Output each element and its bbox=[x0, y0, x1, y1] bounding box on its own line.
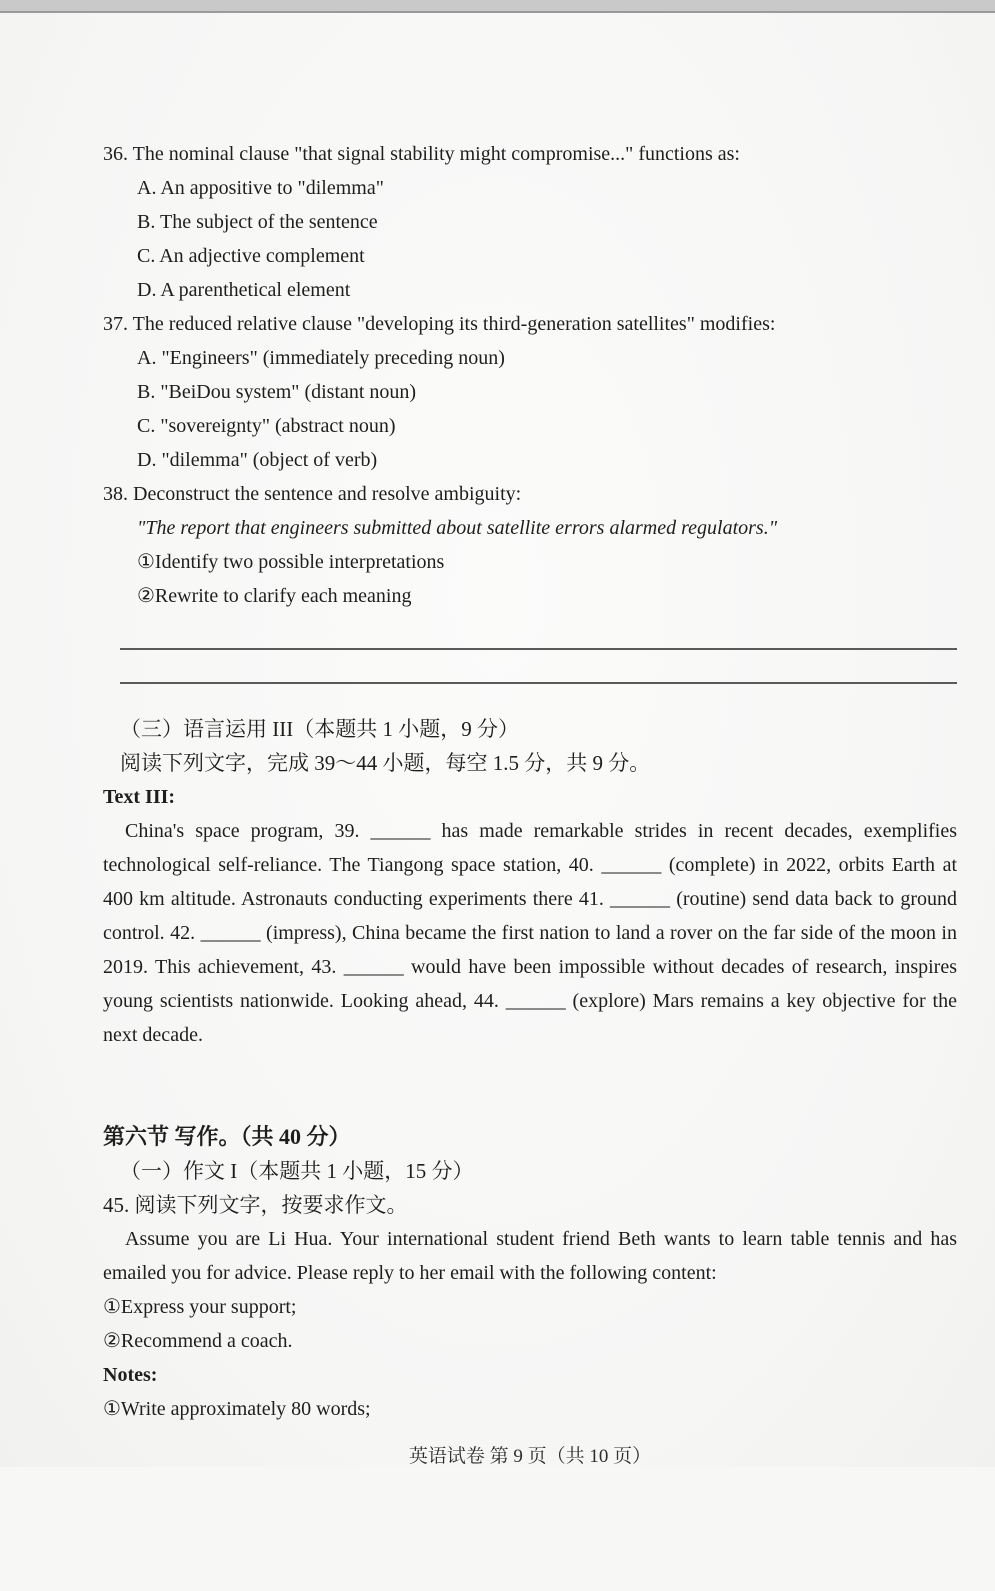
question-36 bbox=[103, 137, 957, 307]
answer-line-1 bbox=[120, 648, 957, 650]
writing-item-1: ①Express your support; bbox=[103, 1296, 297, 1318]
question-36-stem: 36. The nominal clause "that signal stability might compromise..." functions as: bbox=[103, 143, 740, 165]
question-37 bbox=[103, 307, 957, 477]
question-38 bbox=[103, 477, 957, 613]
question-36-option-c: C. An adjective complement bbox=[137, 245, 365, 267]
question-37-option-a: A. "Engineers" (immediately preceding noun) bbox=[137, 347, 505, 369]
question-38-task-2: ②Rewrite to clarify each meaning bbox=[137, 585, 412, 607]
section-language-use-iii bbox=[103, 712, 957, 1052]
note-1: ①Write approximately 80 words; bbox=[103, 1398, 371, 1420]
text-iii-label: Text III: bbox=[103, 786, 176, 808]
question-36-option-d: D. A parenthetical element bbox=[137, 279, 351, 301]
question-37-option-c: C. "sovereignty" (abstract noun) bbox=[137, 415, 396, 437]
page-footer: 英语试卷 第 9 页（共 10 页） bbox=[408, 1446, 652, 1467]
question-38-quote: "The report that engineers submitted about satellite errors alarmed regulators." bbox=[137, 517, 778, 539]
question-36-option-b: B. The subject of the sentence bbox=[137, 211, 378, 233]
section-6-heading: 第六节 写作。（共 40 分） bbox=[103, 1124, 351, 1149]
writing-item-2: ②Recommend a coach. bbox=[103, 1330, 293, 1352]
question-37-option-b: B. "BeiDou system" (distant noun) bbox=[137, 381, 417, 403]
section-3-instructions: 阅读下列文字，完成 39～44 小题，每空 1.5 分，共 9 分。 bbox=[120, 751, 651, 775]
section-6-subheading: （一）作文 I（本题共 1 小题，15 分） bbox=[120, 1159, 474, 1183]
question-37-stem: 37. The reduced relative clause "developing its third-generation satellites" modifies: bbox=[103, 313, 776, 335]
section-writing bbox=[103, 1120, 957, 1426]
question-38-task-1: ①Identify two possible interpretations bbox=[137, 551, 445, 573]
answer-line-2 bbox=[120, 682, 957, 684]
question-45-stem: 45. 阅读下列文字，按要求作文。 bbox=[103, 1193, 408, 1217]
question-37-option-d: D. "dilemma" (object of verb) bbox=[137, 449, 378, 471]
notes-label: Notes: bbox=[103, 1364, 158, 1386]
question-38-stem: 38. Deconstruct the sentence and resolve ambiguity: bbox=[103, 483, 522, 505]
writing-prompt: Assume you are Li Hua. Your international student friend Beth wants to learn table tennis and has emailed you for advice. Please reply to her email with the following content: bbox=[103, 1228, 957, 1284]
question-36-option-a: A. An appositive to "dilemma" bbox=[137, 177, 384, 199]
exam-page bbox=[0, 13, 995, 1467]
section-3-heading: （三）语言运用 III（本题共 1 小题，9 分） bbox=[120, 717, 519, 741]
cloze-passage: China's space program, 39. ______ has made remarkable strides in recent decades, exemplifies technological self-reliance. The Tiangong space station, 40. ______ (complete) in 2022, orbits Earth at 400 km altitude. Astronauts conducting experiments there 41. ______ (routine) send data back to ground control. 42. ______ (impress), China became the first nation to land a rover on the far side of the moon in 2019. This achievement, 43. ______ would have been impossible without decades of research, inspires young scientists nationwide. Looking ahead, 44. ______ (explore) Mars remains a key objective for the next decade. bbox=[103, 820, 957, 1046]
scan-top-edge bbox=[0, 0, 995, 13]
